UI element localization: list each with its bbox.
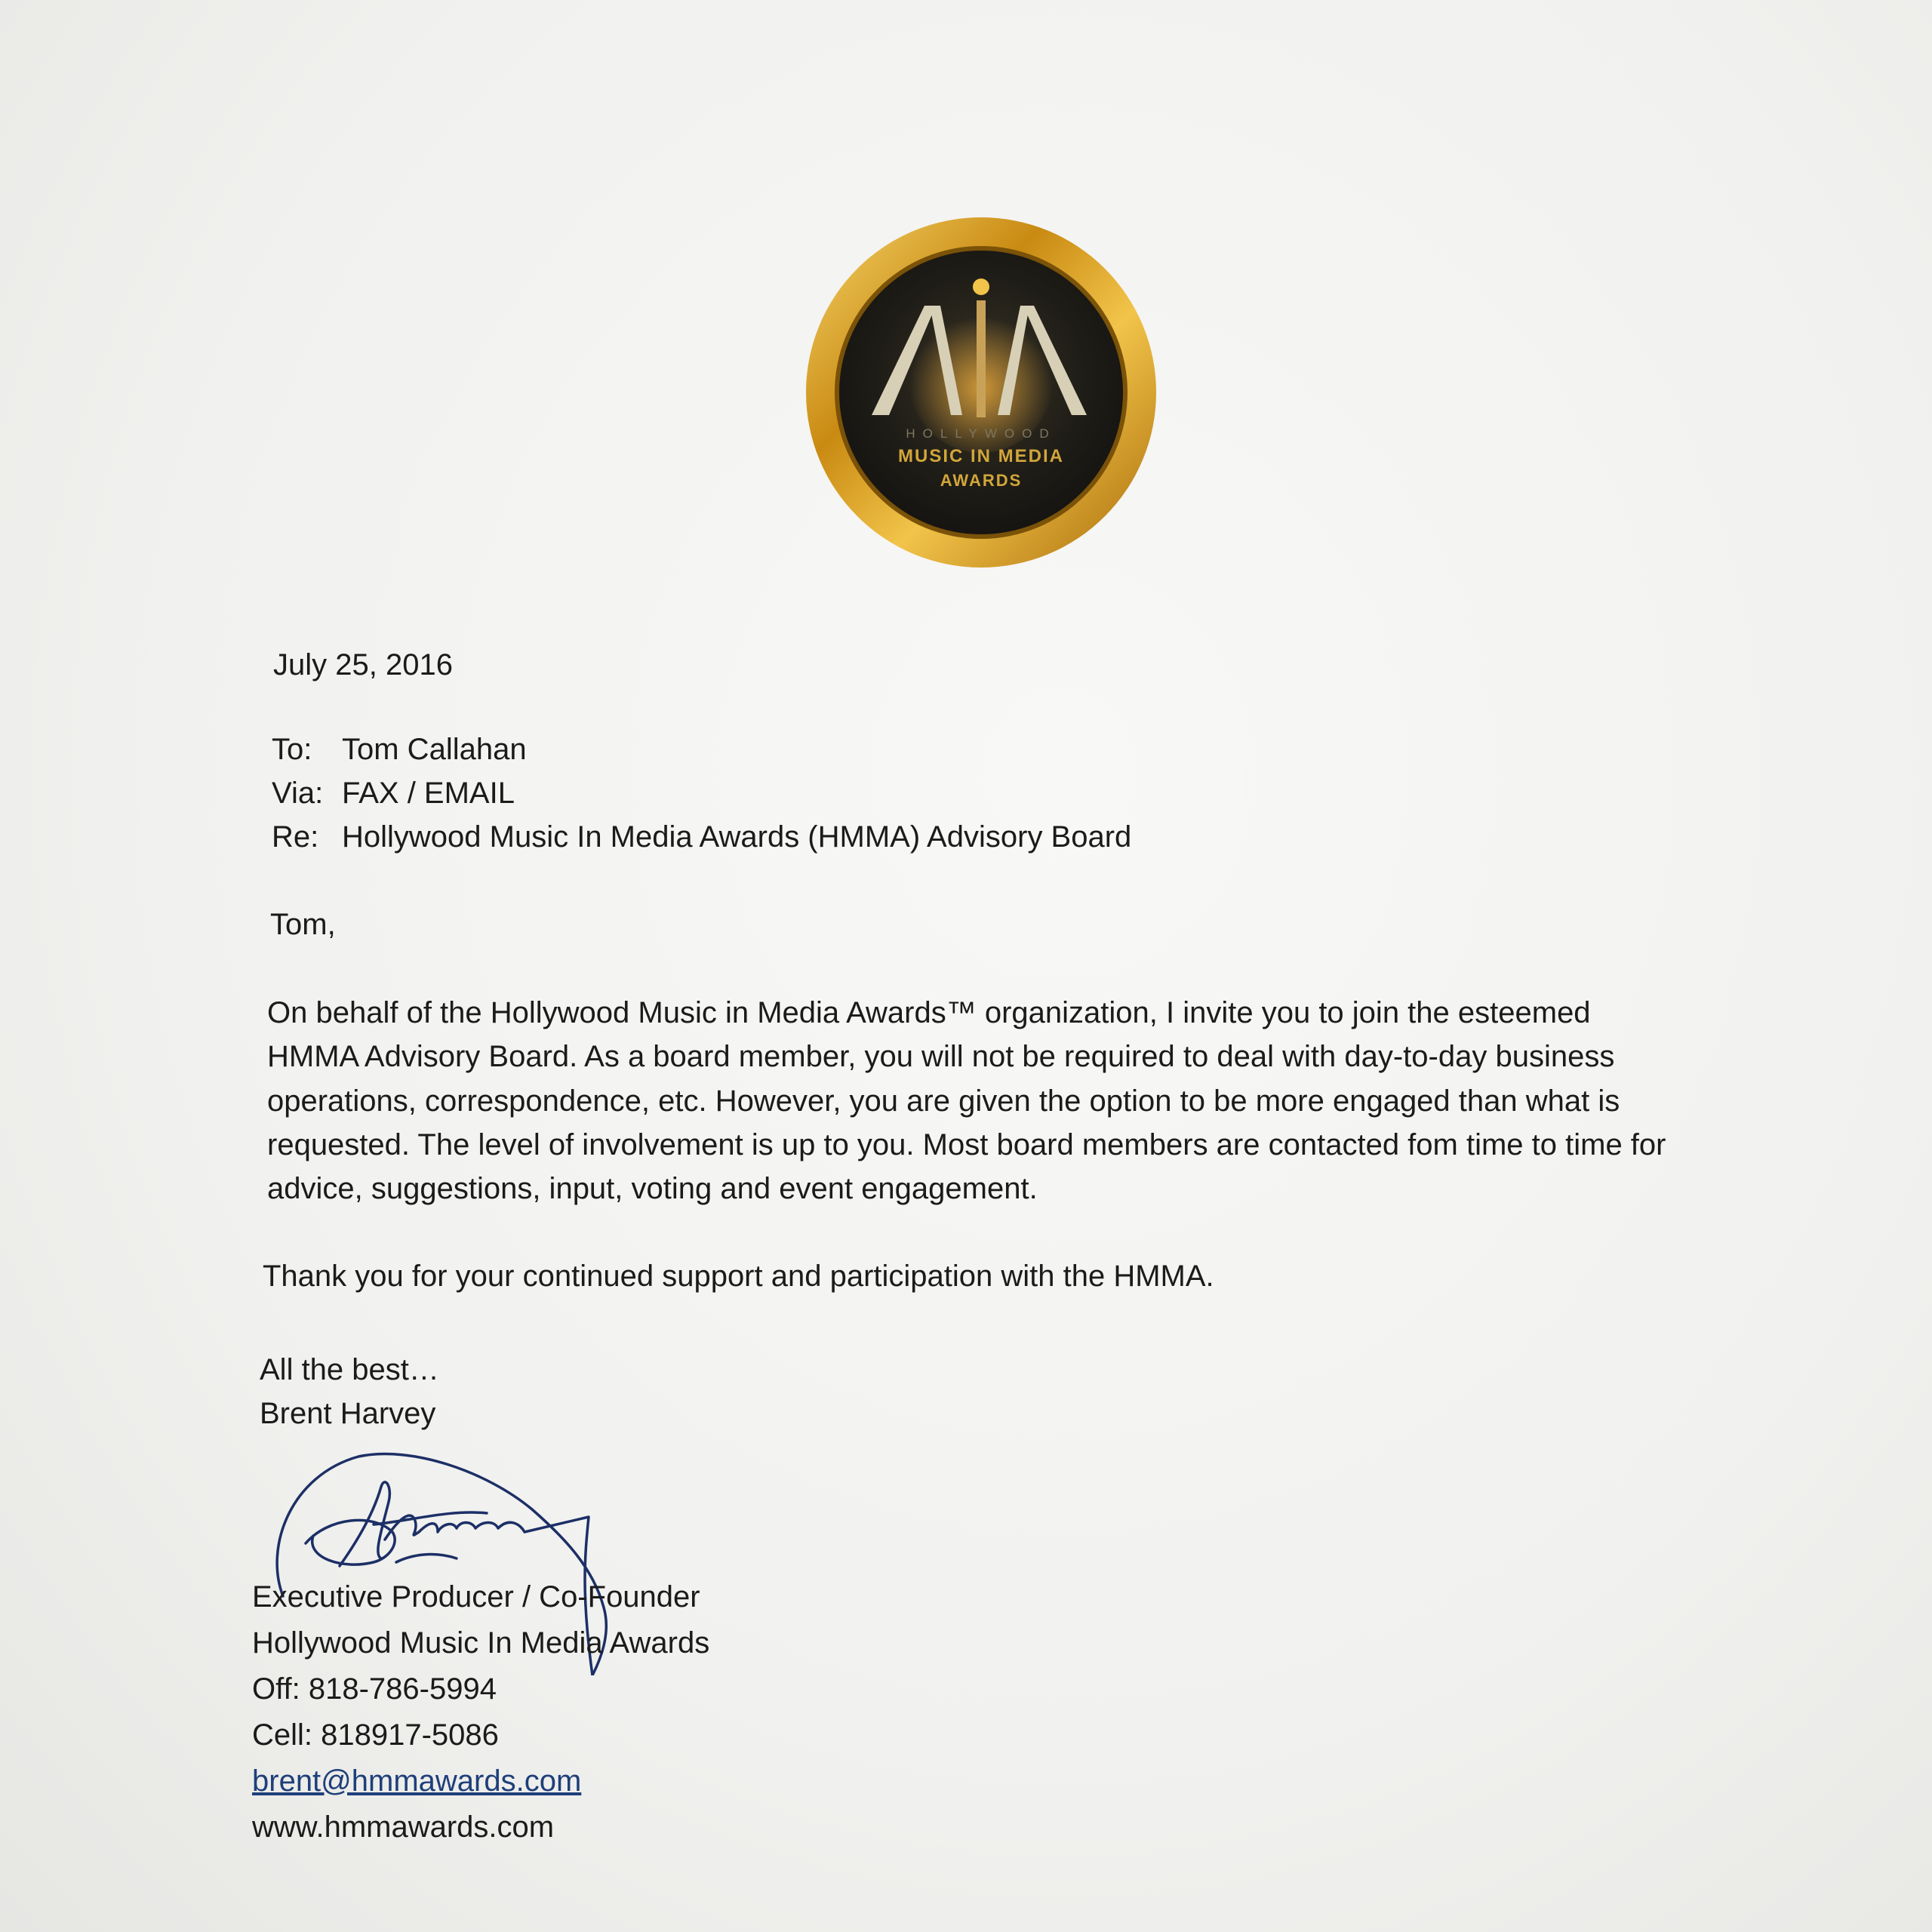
svg-text:HOLLYWOOD: HOLLYWOOD [906,426,1057,441]
to-value: Tom Callahan [342,733,527,766]
re-label: Re: [272,820,319,854]
to-label: To: [272,733,312,766]
hmma-logo [800,211,1162,574]
re-value: Hollywood Music In Media Awards (HMMA) Advisory Board [342,820,1132,854]
svg-text:MUSIC IN MEDIA: MUSIC IN MEDIA [898,446,1064,466]
salutation: Tom, [270,908,336,941]
to-line [272,728,1131,771]
email-link[interactable]: brent@hmmawards.com [252,1764,582,1798]
office-phone: Off: 818-786-5994 [252,1672,497,1706]
closing [260,1348,439,1435]
body-paragraph: On behalf of the Hollywood Music in Media Awards™ organization, I invite you to join the esteemed HMMA Advisory Board. As a board member, you will not be required to deal with day-to-day business operations, correspondence, etc. However, you are given the option to be more engaged than what is requested. The level of involvement is up to you. Most board members are contacted fom time to time for advice, suggestions, input, voting and event engagement. [267,996,1666,1206]
re-line [272,815,1131,859]
signer-name: Brent Harvey [260,1397,436,1430]
via-label: Via: [272,777,324,810]
closing-phrase: All the best… [260,1353,439,1386]
via-line [272,771,1131,815]
signer-title: Executive Producer / Co-Founder [252,1580,700,1614]
website: www.hmmawards.com [252,1810,555,1844]
signer-organization: Hollywood Music In Media Awards [252,1626,710,1660]
svg-text:AWARDS: AWARDS [940,471,1023,490]
via-value: FAX / EMAIL [342,777,515,810]
cell-phone: Cell: 818917-5086 [252,1718,499,1752]
letter-header [272,728,1131,859]
signature-block [252,1574,709,1850]
thanks-line: Thank you for your continued support and participation with the HMMA. [263,1260,1214,1293]
letter-date: July 25, 2016 [273,648,453,681]
